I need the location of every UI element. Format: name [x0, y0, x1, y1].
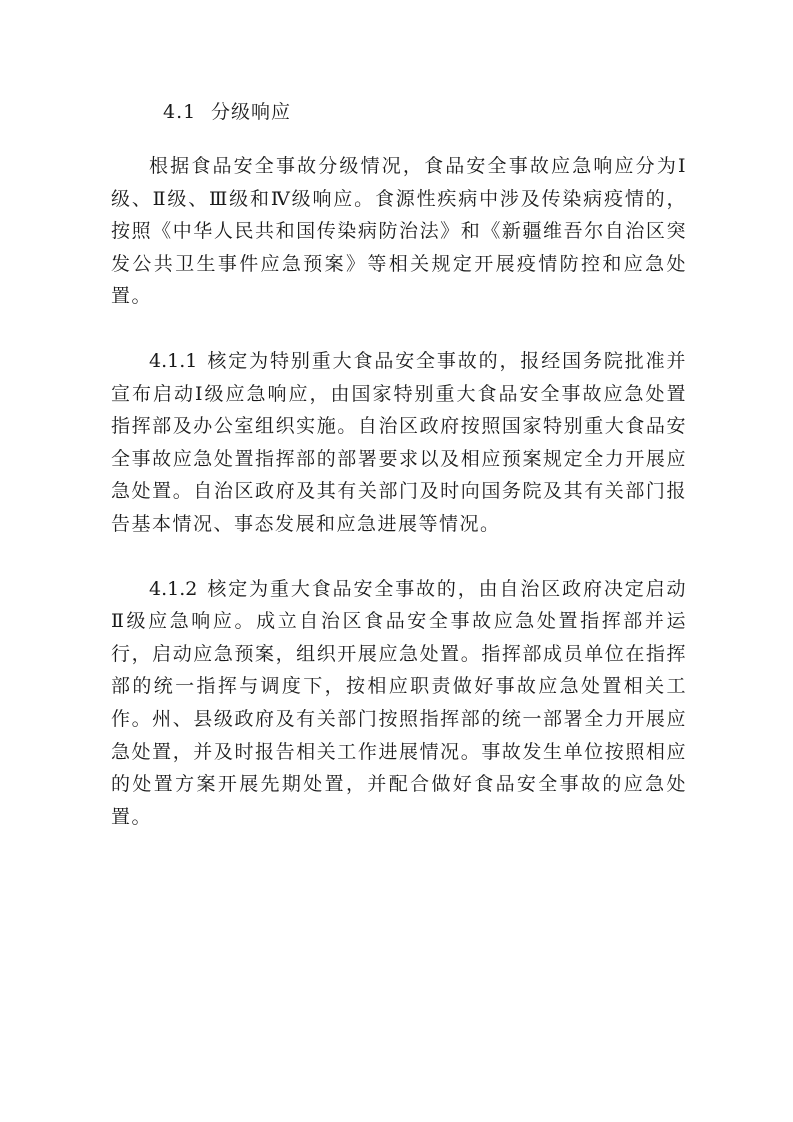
document-page	[111, 96, 687, 865]
paragraph-4-1-1	[111, 345, 687, 541]
paragraph-text: 根据食品安全事故分级情况，食品安全事故应急响应分为Ⅰ级、Ⅱ级、Ⅲ级和Ⅳ级响应。食源性疾病中涉及传染病疫情的，按照《中华人民共和国传染病防治法》和《新疆维吾尔自治区突发公共卫生事件应急预案》等相关规定开展疫情防控和应急处置。	[111, 155, 687, 308]
section-number: 4.1	[163, 101, 197, 123]
paragraph-intro	[111, 150, 687, 313]
paragraph-text: 核定为重大食品安全事故的，由自治区政府决定启动Ⅱ级应急响应。成立自治区食品安全事故应急处置指挥部并运行，启动应急预案，组织开展应急处置。指挥部成员单位在指挥部的统一指挥与调度下，按相应职责做好事故应急处置相关工作。州、县级政府及有关部门按照指挥部的统一部署全力开展应急处置，并及时报告相关工作进展情况。事故发生单位按照相应的处置方案开展先期处置，并配合做好食品安全事故的应急处置。	[111, 577, 687, 828]
section-title: 分级响应	[211, 101, 292, 123]
paragraph-4-1-2	[111, 573, 687, 834]
subsection-number: 4.1.1	[149, 349, 198, 372]
section-heading	[111, 96, 687, 128]
subsection-number: 4.1.2	[149, 577, 198, 600]
paragraph-text: 核定为特别重大食品安全事故的，报经国务院批准并宣布启动Ⅰ级应急响应，由国家特别重大食品安全事故应急处置指挥部及办公室组织实施。自治区政府按照国家特别重大食品安全事故应急处置指挥部的部署要求以及相应预案规定全力开展应急处置。自治区政府及其有关部门及时向国务院及其有关部门报告基本情况、事态发展和应急进展等情况。	[111, 349, 687, 535]
